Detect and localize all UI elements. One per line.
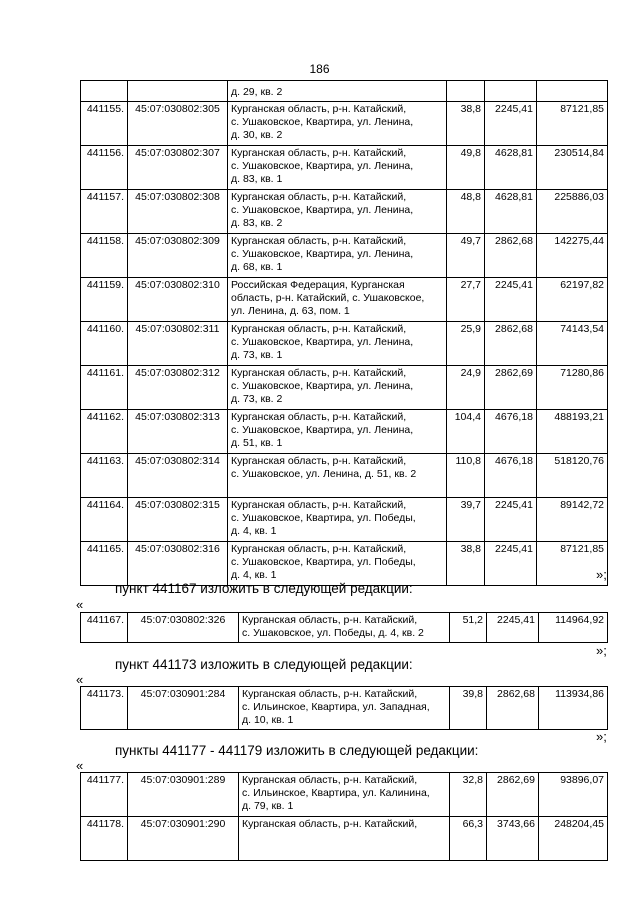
row-number-cell: 441158. [81,234,128,278]
address-line: область, р-н. Катайский, с. Ушаковское, [231,292,425,304]
area-cell: 104,4 [447,410,485,454]
table-row [81,687,608,730]
address-line: д. 4, кв. 1 [231,525,277,537]
address-line: с. Ушаковское, Квартира, ул. Ленина, [231,380,414,392]
cadastral-value-cell: 113934,86 [539,687,608,730]
address-cell [239,817,450,861]
rate-cell: 2862,69 [487,773,539,817]
address-line: с. Ушаковское, Квартира, ул. Ленина, [231,336,414,348]
cadastral-number-cell: 45:07:030802:307 [128,146,228,190]
address-cell [228,278,447,322]
area-cell: 66,3 [450,817,487,861]
address-cell [228,190,447,234]
area-cell: 32,8 [450,773,487,817]
cadastral-value-cell: 230514,84 [537,146,608,190]
cadastral-value-cell: 488193,21 [537,410,608,454]
table-row [81,498,608,542]
address-line: с. Ушаковское, Квартира, ул. Ленина, [231,116,414,128]
address-line: с. Ушаковское, Квартира, ул. Ленина, [231,204,414,216]
rate-cell: 4628,81 [485,146,537,190]
open-quote: « [76,758,84,773]
address-line: с. Ильинское, Квартира, ул. Калинина, [242,787,430,799]
rate-cell: 2245,41 [485,102,537,146]
area-cell: 38,8 [447,542,485,586]
area-cell: 24,9 [447,366,485,410]
row-number-cell: 441173. [81,687,128,730]
address-line: с. Ушаковское, Квартира, ул. Победы, [231,556,416,568]
address-cell [228,322,447,366]
cadastral-value-cell: 518120,76 [537,454,608,498]
address-cell [228,454,447,498]
address-cell [228,146,447,190]
rate-cell: 2862,69 [485,366,537,410]
area-cell: 39,7 [447,498,485,542]
amendment-note: пункт 441167 изложить в следующей редакции: [115,581,413,596]
table-row [81,190,608,234]
amendment-note: пункт 441173 изложить в следующей редакции: [115,657,413,672]
rate-cell: 2245,41 [485,278,537,322]
row-number-cell: 441165. [81,542,128,586]
address-line: д. 10, кв. 1 [242,714,294,726]
address-cell [239,773,450,817]
address-cell: д. 29, кв. 2 [228,81,447,102]
rate-cell: 2862,68 [487,687,539,730]
row-number-cell: 441162. [81,410,128,454]
cadastral-number-cell: 45:07:030802:313 [128,410,228,454]
cadastral-number-cell: 45:07:030802:311 [128,322,228,366]
cadastral-value-cell: 142275,44 [537,234,608,278]
cadastral-value-cell: 87121,85 [537,542,608,586]
cadastral-value-cell: 248204,45 [539,817,608,861]
cadastral-value-cell: 89142,72 [537,498,608,542]
row-number-cell: 441167. [81,613,128,643]
address-cell [228,234,447,278]
rate-cell: 2245,41 [485,542,537,586]
row-number-cell: 441177. [81,773,128,817]
area-cell: 110,8 [447,454,485,498]
address-line: д. 73, кв. 2 [231,393,283,405]
address-line: д. 68, кв. 1 [231,261,283,273]
address-line: ул. Ленина, д. 63, пом. 1 [231,305,350,317]
cadastral-value-cell: 62197,82 [537,278,608,322]
table-3 [80,686,608,730]
address-line: д. 83, кв. 1 [231,173,283,185]
cadastral-value-cell: 87121,85 [537,102,608,146]
address-line: с. Ушаковское, Квартира, ул. Ленина, [231,248,414,260]
cadastral-number-cell: 45:07:030802:316 [128,542,228,586]
rate-cell: 4676,18 [485,410,537,454]
cadastral-number-cell: 45:07:030802:308 [128,190,228,234]
close-quote: »; [596,643,607,658]
cadastral-number-cell: 45:07:030802:305 [128,102,228,146]
rate-cell: 2862,68 [485,234,537,278]
area-cell: 39,8 [450,687,487,730]
address-line: Курганская область, р-н. Катайский, [231,103,407,115]
row-number-cell: 441163. [81,454,128,498]
cadastral-number-cell: 45:07:030901:284 [128,687,239,730]
address-line: с. Ушаковское, Квартира, ул. Победы, [231,512,416,524]
address-line: Курганская область, р-н. Катайский, [242,774,418,786]
address-line: с. Ушаковское, Квартира, ул. Ленина, [231,424,414,436]
address-cell [239,613,450,643]
cadastral-number-cell: 45:07:030901:289 [128,773,239,817]
cadastral-number-cell: 45:07:030901:290 [128,817,239,861]
address-line: Курганская область, р-н. Катайский, [231,543,407,555]
table-2 [80,612,608,643]
row-number-cell: 441156. [81,146,128,190]
page-number: 186 [309,62,330,76]
rate-cell: 3743,66 [487,817,539,861]
row-number-cell: 441159. [81,278,128,322]
address-cell [228,410,447,454]
cadastral-value-cell: 71280,86 [537,366,608,410]
area-cell: 38,8 [447,102,485,146]
area-cell: 48,8 [447,190,485,234]
address-line: Курганская область, р-н. Катайский, [231,191,407,203]
close-quote: »; [596,729,607,744]
area-cell: 51,2 [450,613,487,643]
address-line: д. 51, кв. 1 [231,437,283,449]
rate-cell: 4628,81 [485,190,537,234]
rate-cell: 2245,41 [487,613,539,643]
table-4 [80,772,608,861]
address-line: д. 30, кв. 2 [231,129,283,141]
address-line: Курганская область, р-н. Катайский, [231,235,407,247]
cadastral-number-cell: 45:07:030802:314 [128,454,228,498]
rate-cell: 2245,41 [485,498,537,542]
rate-cell: 2862,68 [485,322,537,366]
address-line: д. 73, кв. 1 [231,349,283,361]
row-number-cell: 441155. [81,102,128,146]
address-cell [239,687,450,730]
address-line: с. Ильинское, Квартира, ул. Западная, [242,701,430,713]
address-line: Российская Федерация, Курганская [231,279,405,291]
cadastral-value-cell: 114964,92 [539,613,608,643]
table-row [81,322,608,366]
address-line: с. Ушаковское, ул. Победы, д. 4, кв. 2 [242,627,424,639]
address-cell [228,542,447,586]
cadastral-number-cell: 45:07:030802:309 [128,234,228,278]
address-line: Курганская область, р-н. Катайский, [231,147,407,159]
row-number-cell: 441161. [81,366,128,410]
area-cell: 27,7 [447,278,485,322]
address-line: д. 4, кв. 1 [231,569,277,581]
address-cell [228,498,447,542]
address-line: с. Ушаковское, Квартира, ул. Ленина, [231,160,414,172]
table-1 [80,80,608,586]
address-line: Курганская область, р-н. Катайский, [242,818,418,830]
area-cell: 49,8 [447,146,485,190]
row-number-cell: 441164. [81,498,128,542]
area-cell: 49,7 [447,234,485,278]
cadastral-value-cell: 93896,07 [539,773,608,817]
address-line: Курганская область, р-н. Катайский, [231,367,407,379]
table-row [81,454,608,498]
address-cell [228,102,447,146]
table-row [81,81,608,102]
address-line: Курганская область, р-н. Катайский, [231,411,407,423]
address-line: Курганская область, р-н. Катайский, [231,323,407,335]
open-quote: « [76,672,84,687]
table-row [81,102,608,146]
address-line: Курганская область, р-н. Катайский, [231,499,407,511]
close-quote: »; [596,567,607,582]
table-row [81,278,608,322]
table-row [81,773,608,817]
cadastral-number-cell: 45:07:030802:326 [128,613,239,643]
address-line: д. 79, кв. 1 [242,800,294,812]
row-number-cell: 441160. [81,322,128,366]
address-line: Курганская область, р-н. Катайский, [242,614,418,626]
cadastral-number-cell: 45:07:030802:312 [128,366,228,410]
area-cell: 25,9 [447,322,485,366]
address-cell [228,366,447,410]
table-row [81,146,608,190]
table-row [81,366,608,410]
table-row [81,613,608,643]
address-line: Курганская область, р-н. Катайский, [242,688,418,700]
address-line: д. 83, кв. 2 [231,217,283,229]
cadastral-number-cell: 45:07:030802:310 [128,278,228,322]
table-row [81,410,608,454]
cadastral-value-cell: 74143,54 [537,322,608,366]
cadastral-value-cell: 225886,03 [537,190,608,234]
table-row [81,817,608,861]
row-number-cell: 441178. [81,817,128,861]
address-line: с. Ушаковское, ул. Ленина, д. 51, кв. 2 [231,468,417,480]
address-line: Курганская область, р-н. Катайский, [231,455,407,467]
cadastral-number-cell: 45:07:030802:315 [128,498,228,542]
open-quote: « [76,597,84,612]
table-row [81,542,608,586]
table-row [81,234,608,278]
rate-cell: 4676,18 [485,454,537,498]
row-number-cell: 441157. [81,190,128,234]
amendment-note: пункты 441177 - 441179 изложить в следующей редакции: [115,743,479,758]
